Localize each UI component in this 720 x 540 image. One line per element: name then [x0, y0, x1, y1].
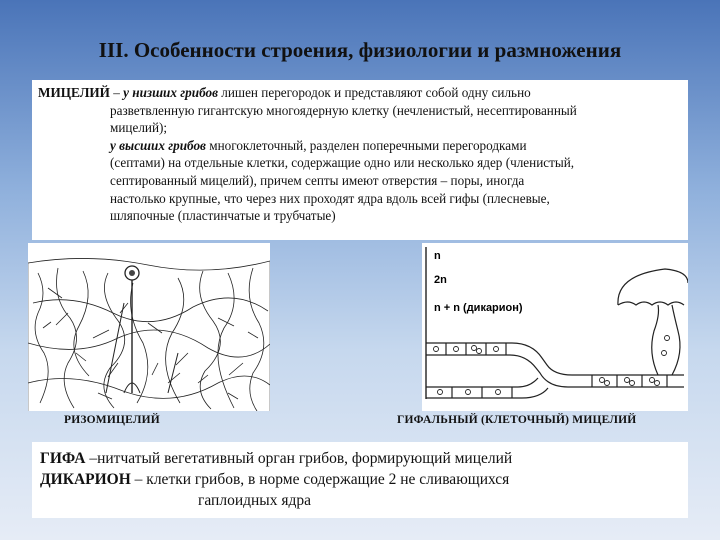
hypha-definition: [40, 448, 680, 469]
dikaryon-definition: [40, 469, 680, 490]
hyphal-mycelium-illustration: [422, 243, 688, 411]
mycelium-text-box: [32, 80, 688, 240]
rhizomycelium-illustration: [28, 243, 270, 411]
legend-n: n: [434, 250, 441, 262]
mycelium-line-2: разветвленную гигантскую многоядерную клетку (нечленистый, несептированный: [110, 102, 577, 118]
dikaryon-term: ДИКАРИОН: [40, 471, 131, 488]
mycelium-line-5: (септами) на отдельные клетки, содержащие одно или несколько ядер (членистый,: [110, 155, 575, 171]
hypha-term: ГИФА: [40, 450, 86, 467]
lower-fungi-phrase: у низших грибов: [123, 85, 218, 100]
mycelium-line-6: септированный мицелий), причем септы имеют отверстия – поры, иногда: [110, 172, 525, 188]
legend-2n: 2n: [434, 274, 447, 286]
higher-fungi-phrase: у высших грибов: [110, 137, 206, 153]
mycelium-term: МИЦЕЛИЙ: [38, 85, 110, 100]
mycelium-line-3: мицелий);: [110, 120, 168, 136]
hyphal-mycelium-caption: ГИФАЛЬНЫЙ (КЛЕТОЧНЫЙ) МИЦЕЛИЙ: [397, 414, 637, 426]
mycelium-line-4-rest: многоклеточный, разделен поперечными перегородками: [205, 137, 527, 153]
legend-dikaryon: n + n (дикарион): [434, 302, 523, 314]
hypha-text: –нитчатый вегетативный орган грибов, формирующий мицелий: [85, 450, 513, 467]
definitions-box: [32, 442, 688, 518]
mycelium-line-1-rest: лишен перегородок и представляют собой одну сильно: [217, 85, 531, 100]
mycelium-line-4: [38, 137, 680, 155]
hyphal-mycelium-drawing: [422, 243, 688, 411]
slide-title: III. Особенности строения, физиологии и размножения: [98, 38, 622, 62]
rhizomycelium-drawing: [28, 243, 270, 411]
rhizomycelium-caption: РИЗОМИЦЕЛИЙ: [64, 414, 160, 426]
mycelium-line-1: [38, 84, 680, 102]
dikaryon-text: – клетки грибов, в норме содержащие 2 не сливающихся: [130, 471, 510, 488]
dash: –: [109, 85, 124, 100]
dikaryon-definition-cont: гаплоидных ядра: [198, 492, 311, 509]
mycelium-line-8: шляпочные (пластинчатые и трубчатые): [110, 208, 336, 224]
mycelium-line-7: настолько крупные, что через них проходят ядра вдоль всей гифы (плесневые,: [110, 190, 550, 206]
